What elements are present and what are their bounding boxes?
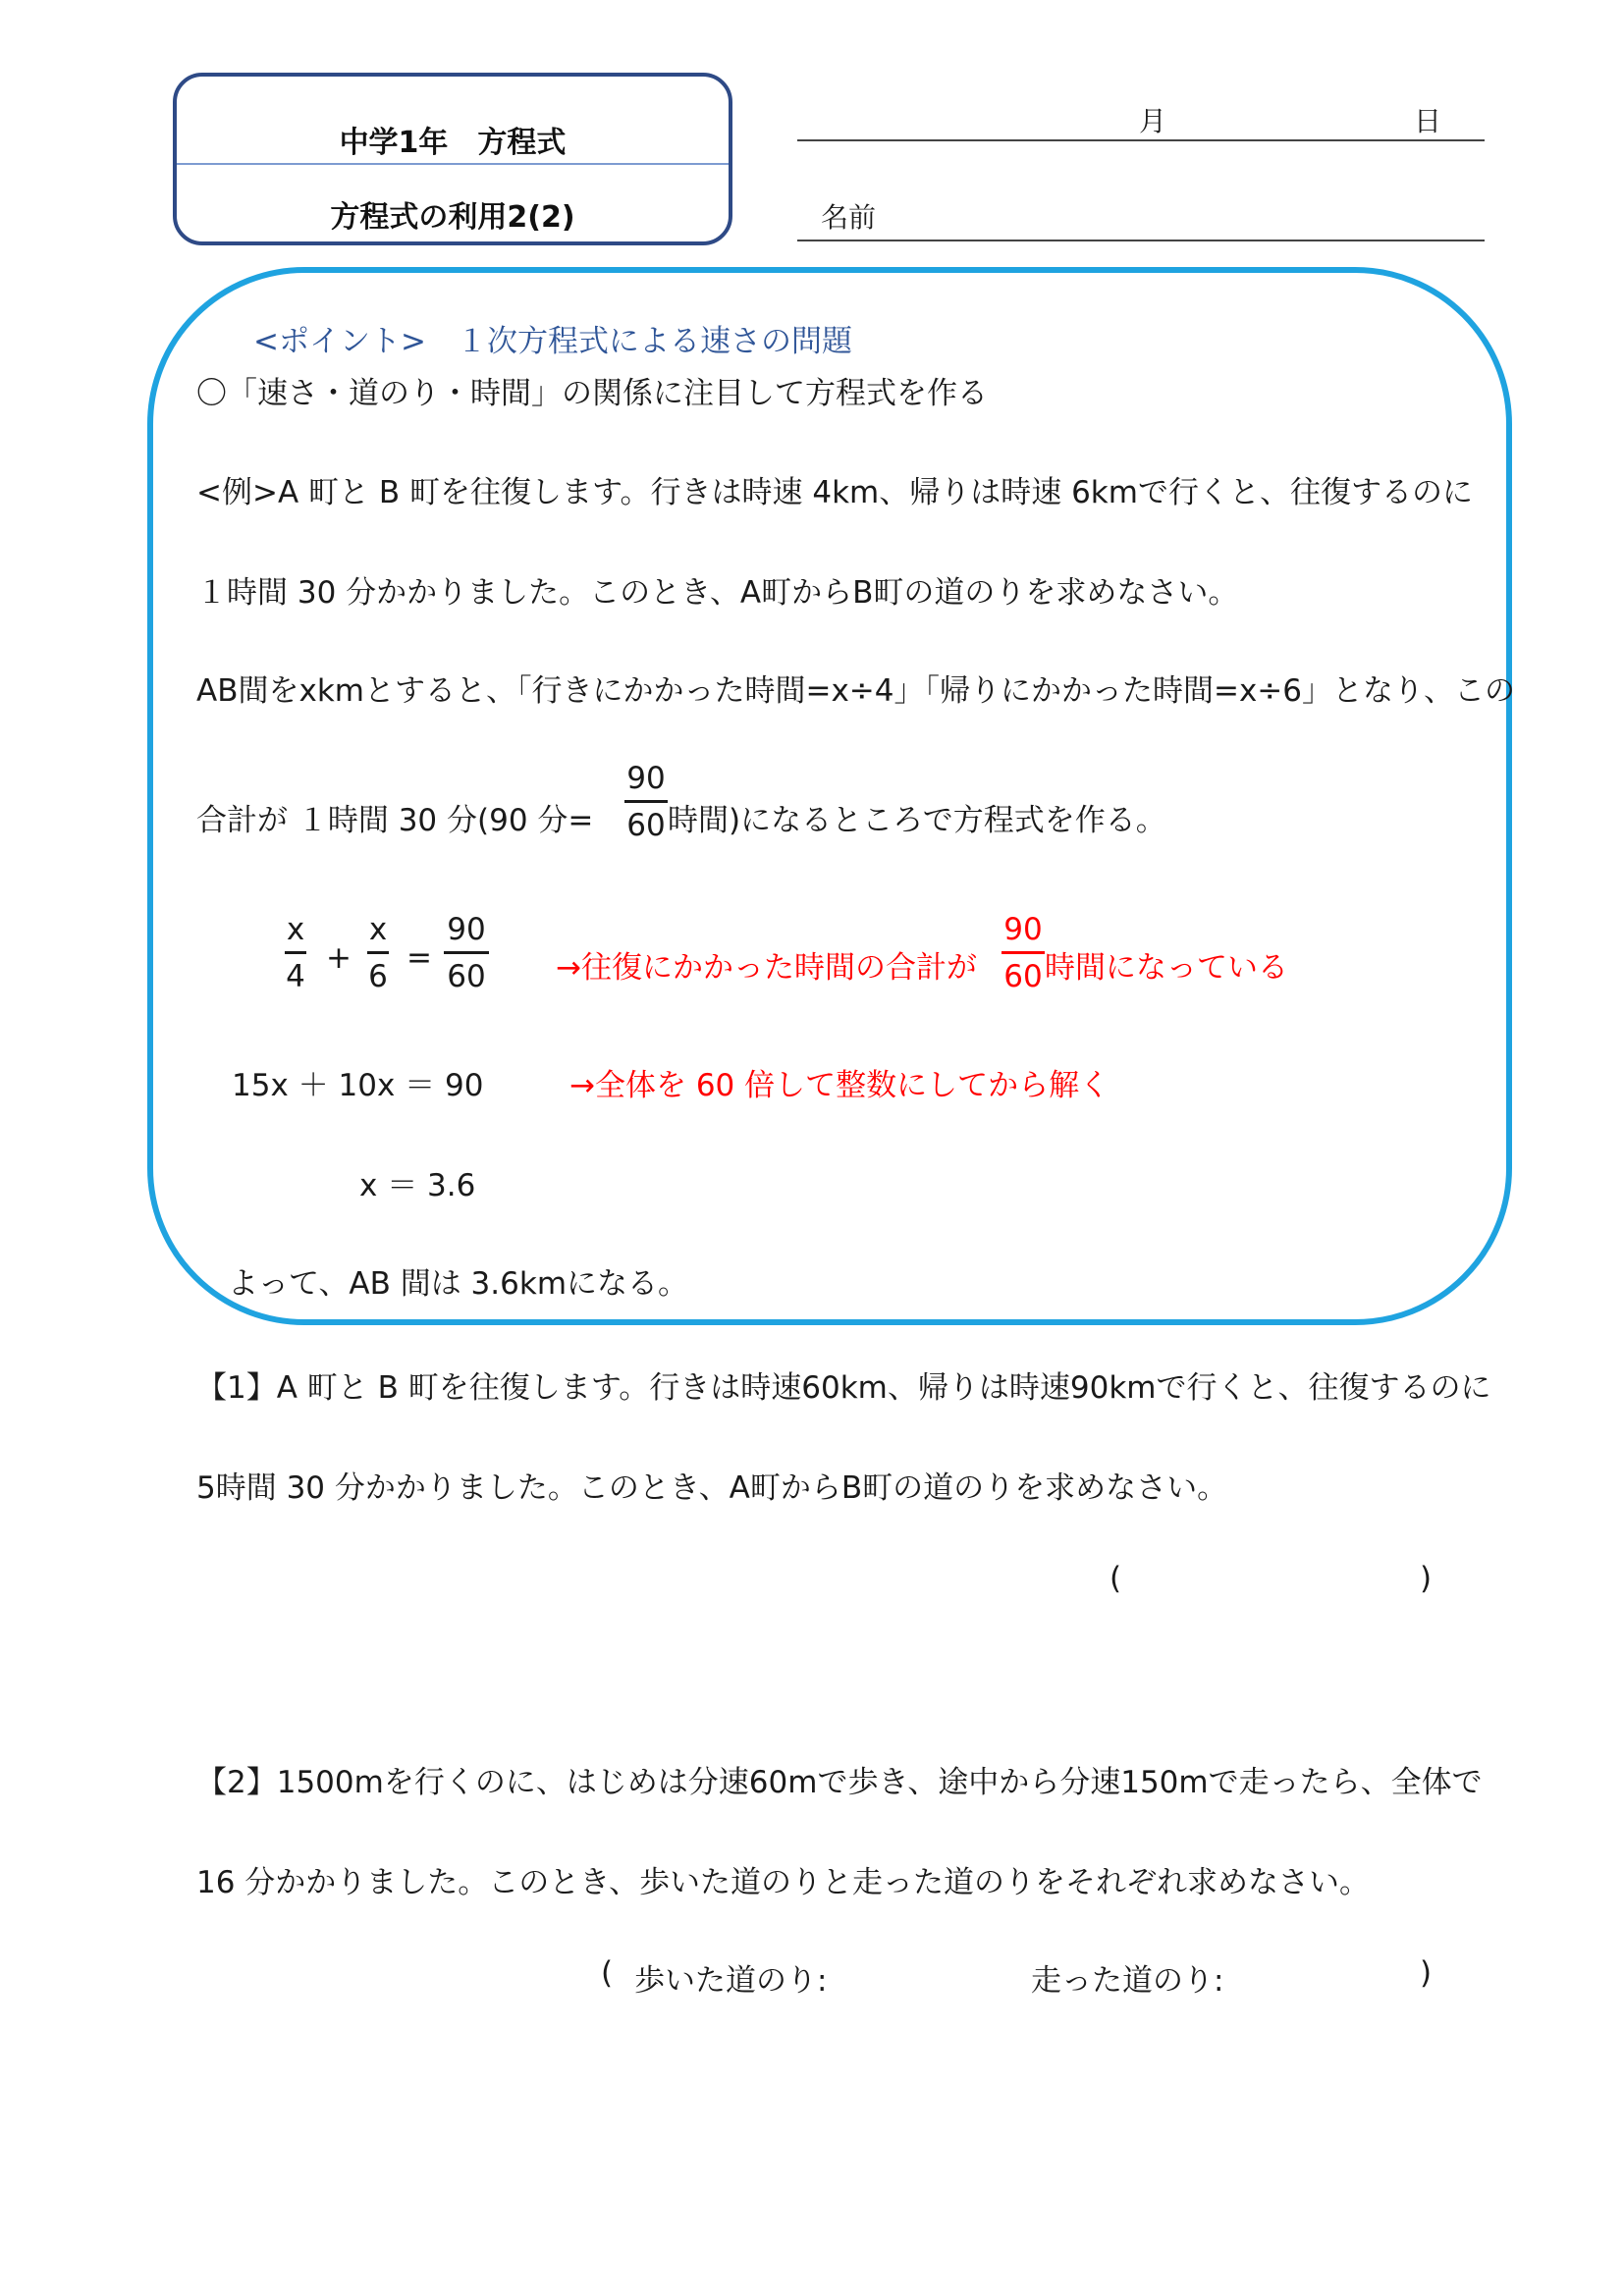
problem-1-line-1: 【1】A 町と B 町を往復します。行きは時速60km、帰りは時速90kmで行くと、往復するのに [196, 1370, 1491, 1406]
answer-1-open: ( [1110, 1561, 1122, 1596]
conclusion: よって、AB 間は 3.6kmになる。 [228, 1266, 689, 1302]
equation-3: x ＝ 3.6 [359, 1168, 476, 1203]
point-intro: 〇「速さ・道のり・時間」の関係に注目して方程式を作る [196, 376, 988, 411]
equation-1-note-before: →往復にかかった時間の合計が [556, 950, 977, 986]
problem-2-line-2: 16 分かかりました。このとき、歩いた道のりと走った道のりをそれぞれ求めなさい。 [196, 1865, 1371, 1900]
walk-distance-label: 歩いた道のり: [634, 1963, 828, 1999]
fraction-denominator: 6 [368, 959, 388, 994]
fraction-90-60 [624, 761, 668, 843]
explain-line-1: AB間をxkmとすると、「行きにかかった時間=x÷4」「帰りにかかった時間=x÷6」となり、この [196, 673, 1516, 709]
fraction-denominator: 60 [447, 959, 486, 994]
unit-title: 方程式の利用2(2) [330, 200, 575, 235]
date-line [797, 139, 1485, 141]
fraction-numerator: 90 [1003, 912, 1043, 947]
example-line-2: １時間 30 分かかりました。このとき、A町からB町の道のりを求めなさい。 [196, 575, 1239, 611]
answer-1-close: ) [1420, 1561, 1433, 1596]
fraction-denominator: 4 [286, 959, 305, 994]
fraction-90-over-60 [444, 912, 489, 994]
title-box [173, 73, 732, 245]
fraction-numerator: 90 [626, 761, 666, 796]
name-label: 名前 [821, 201, 877, 234]
fraction-numerator: x [368, 912, 388, 947]
month-label: 月 [1139, 105, 1167, 137]
answer-2-open: ( [601, 1955, 614, 1991]
plus-sign: + [326, 940, 352, 976]
problem-1-line-2: 5時間 30 分かかりました。このとき、A町からB町の道のりを求めなさい。 [196, 1470, 1228, 1506]
point-heading: <ポイント> １次方程式による速さの問題 [253, 324, 852, 359]
fraction-denominator: 60 [626, 808, 666, 843]
fraction-x-over-6 [367, 912, 389, 994]
explain-line-2-after: 時間)になるところで方程式を作る。 [668, 803, 1166, 838]
run-distance-label: 走った道のり: [1031, 1963, 1224, 1999]
example-line-1: <例>A 町と B 町を往復します。行きは時速 4km、帰りは時速 6kmで行くと、往復するのに [196, 475, 1473, 510]
equation-2-note: →全体を 60 倍して整数にしてから解く [569, 1068, 1110, 1103]
fraction-numerator: 90 [447, 912, 486, 947]
problem-2-line-1: 【2】1500mを行くのに、はじめは分速60mで歩き、途中から分速150mで走ったら、全体で [196, 1765, 1483, 1800]
fraction-denominator: 60 [1003, 959, 1043, 994]
title-divider [177, 163, 729, 165]
answer-2-close: ) [1420, 1955, 1433, 1991]
fraction-numerator: x [286, 912, 305, 947]
grade-subject-title: 中学1年 方程式 [339, 126, 567, 160]
explain-line-2-before: 合計が １時間 30 分(90 分= [196, 803, 594, 838]
name-line [797, 240, 1485, 241]
equation-2: 15x ＋ 10x ＝ 90 [232, 1068, 484, 1103]
fraction-x-over-4 [285, 912, 306, 994]
equation-1-note-after: 時間になっている [1045, 950, 1288, 986]
day-label: 日 [1414, 105, 1442, 137]
note-fraction-90-60 [1001, 912, 1045, 994]
equals-sign: = [406, 940, 432, 976]
